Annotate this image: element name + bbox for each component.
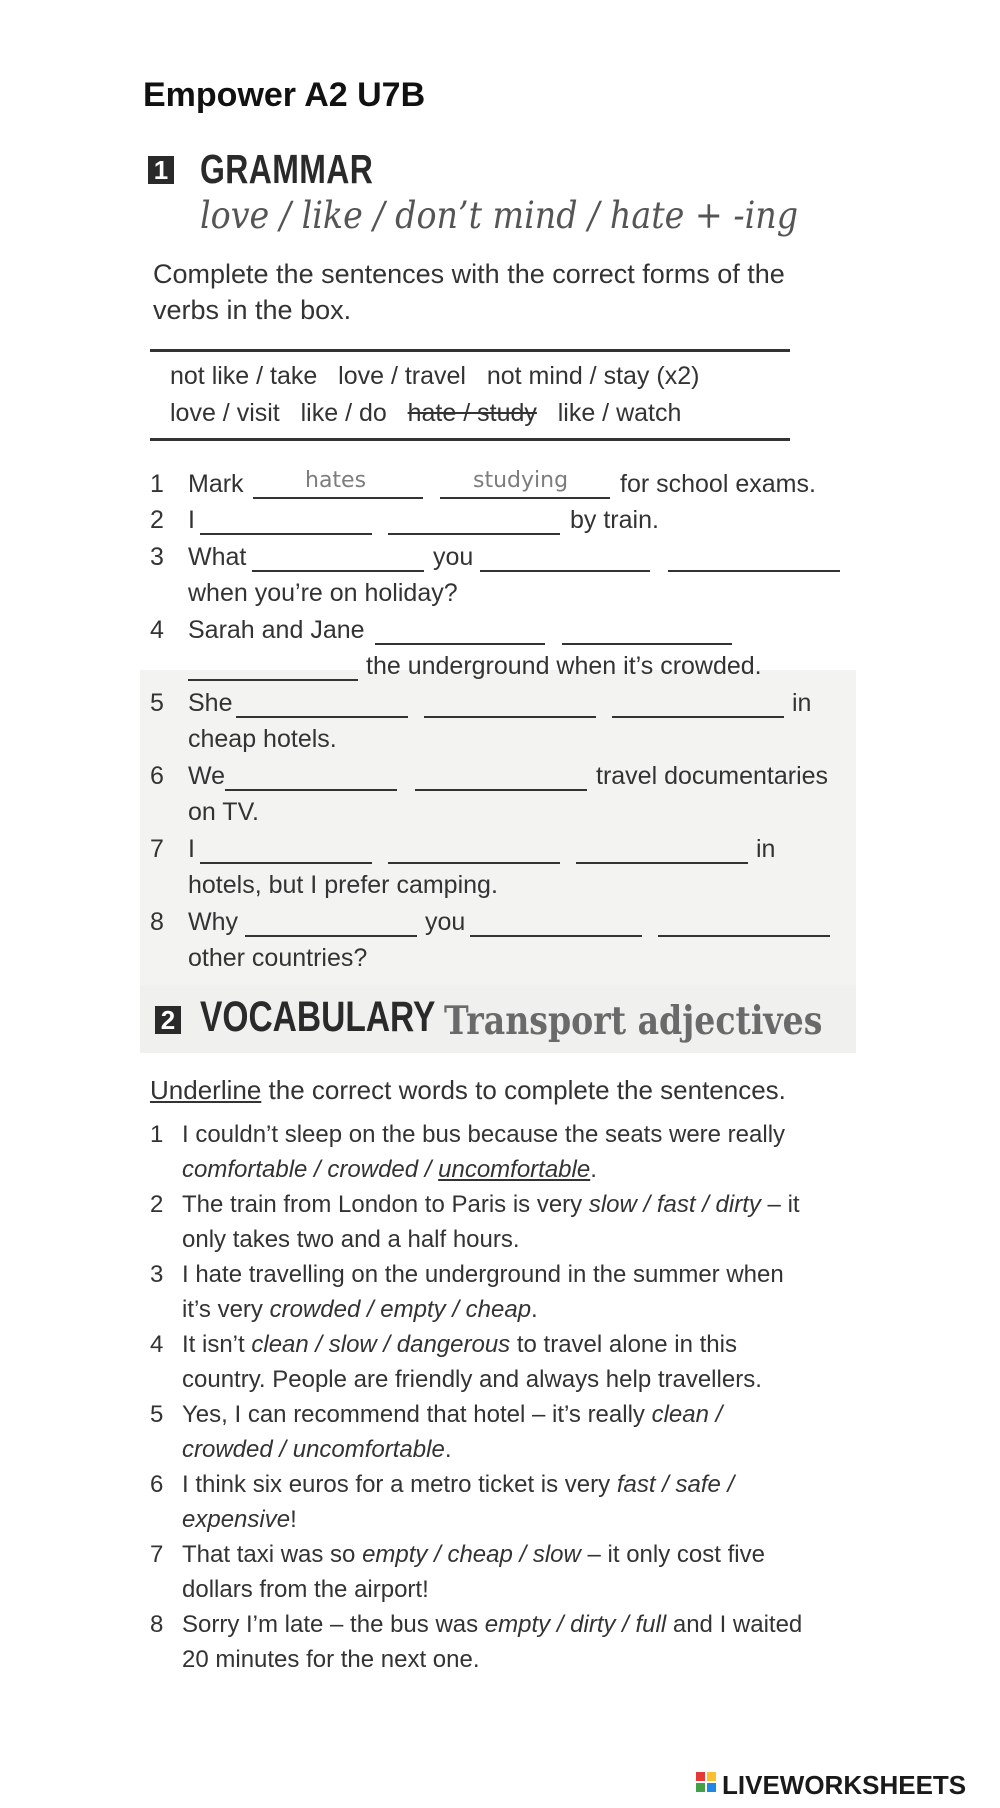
item-text: I hate travelling on the underground in the summer when xyxy=(182,1261,784,1288)
verb-phrase: love / travel xyxy=(338,362,466,390)
answer-blank[interactable] xyxy=(225,789,397,791)
item-text: Mark xyxy=(188,470,244,498)
answer-blank[interactable] xyxy=(236,716,408,718)
item-number: 7 xyxy=(150,835,164,863)
item-text: She xyxy=(188,689,233,717)
item-text xyxy=(182,1292,538,1327)
answer-blank[interactable] xyxy=(562,643,732,645)
vocabulary-heading: VOCABULARY xyxy=(200,993,436,1041)
item-text: country. People are friendly and always help travellers. xyxy=(182,1366,762,1393)
answer-blank[interactable] xyxy=(612,716,784,718)
answer-blank[interactable] xyxy=(576,862,748,864)
item-text: in xyxy=(756,835,776,863)
section-number-grammar: 1 xyxy=(148,156,174,184)
option[interactable]: empty / dirty / full xyxy=(484,1611,667,1638)
item-text-part: – it only cost five xyxy=(580,1541,765,1568)
item-number: 7 xyxy=(150,1541,164,1568)
item-text: by train. xyxy=(570,506,659,534)
item-number: 2 xyxy=(150,1191,164,1218)
grammar-item-3 xyxy=(150,543,850,613)
item-text-part: . xyxy=(531,1296,538,1323)
vocab-item-4 xyxy=(150,1327,850,1397)
item-text: cheap hotels. xyxy=(188,725,337,753)
instruction-text: the correct words to complete the sentences. xyxy=(268,1075,786,1105)
answer-text: hates xyxy=(305,468,367,493)
logo-grid-icon xyxy=(696,1772,718,1798)
page-title: Empower A2 U7B xyxy=(143,76,426,114)
vocab-item-2 xyxy=(150,1187,850,1257)
item-text: Why xyxy=(188,908,238,936)
item-options xyxy=(182,1152,597,1187)
item-number: 3 xyxy=(150,543,164,571)
grammar-subheading: love / like / don’t mind / hate + -ing xyxy=(200,194,799,237)
grammar-item-6 xyxy=(150,762,850,832)
item-text: I xyxy=(188,835,195,863)
item-text: for school exams. xyxy=(620,470,816,498)
item-text: on TV. xyxy=(188,798,259,826)
option-selected[interactable]: uncomfortable xyxy=(438,1156,591,1183)
item-text: you xyxy=(425,908,466,936)
answer-blank[interactable] xyxy=(200,533,372,535)
item-text: I xyxy=(188,506,195,534)
grammar-item-1 xyxy=(150,470,850,504)
option[interactable]: clean / xyxy=(651,1401,723,1428)
vocab-item-1 xyxy=(150,1117,850,1187)
answer-blank[interactable] xyxy=(424,716,596,718)
item-text: travel documentaries xyxy=(596,762,829,790)
verb-box-top-rule xyxy=(150,349,790,352)
item-text: in xyxy=(792,689,812,717)
verb-box-row1 xyxy=(170,362,699,391)
item-text-part: It isn’t xyxy=(182,1331,252,1358)
liveworksheets-logo[interactable] xyxy=(696,1770,966,1801)
item-text-part: . xyxy=(444,1436,452,1463)
item-text-part: I think six euros for a metro ticket is very xyxy=(182,1471,617,1498)
verb-box-bottom-rule xyxy=(150,438,790,441)
item-text: dollars from the airport! xyxy=(182,1576,429,1603)
answer-blank[interactable] xyxy=(415,789,587,791)
verb-phrase: not like / take xyxy=(170,362,318,390)
item-text-part: to travel alone in this xyxy=(510,1331,737,1358)
verb-phrase: not mind / stay (x2) xyxy=(486,362,700,390)
item-text-part: Yes, I can recommend that hotel – it’s really xyxy=(182,1401,652,1428)
grammar-item-7 xyxy=(150,835,850,905)
item-number: 6 xyxy=(150,762,164,790)
verb-phrase: love / visit xyxy=(170,399,280,427)
item-text: the underground when it’s crowded. xyxy=(366,652,762,680)
item-text xyxy=(182,1467,734,1502)
item-text: We xyxy=(188,762,226,790)
answer-blank[interactable] xyxy=(668,570,840,572)
item-text xyxy=(182,1607,802,1642)
answer-blank[interactable] xyxy=(200,862,372,864)
grammar-instruction-line1: Complete the sentences with the correct forms of the xyxy=(153,259,785,289)
option[interactable]: expensive xyxy=(182,1506,291,1533)
section-number-vocabulary: 2 xyxy=(155,1006,181,1034)
vocab-item-6 xyxy=(150,1467,850,1537)
vocab-item-7 xyxy=(150,1537,850,1607)
item-number: 8 xyxy=(150,908,164,936)
logo-text: LIVEWORKSHEETS xyxy=(722,1770,967,1800)
item-text: other countries? xyxy=(188,944,368,972)
item-number: 5 xyxy=(150,1401,164,1428)
item-text xyxy=(182,1502,297,1537)
answer-blank[interactable] xyxy=(658,935,830,937)
item-text: hotels, but I prefer camping. xyxy=(188,871,498,899)
verb-phrase-used: hate / study xyxy=(407,399,537,427)
item-text: you xyxy=(433,543,474,571)
item-number: 1 xyxy=(150,470,164,498)
item-number: 8 xyxy=(150,1611,164,1638)
item-number: 3 xyxy=(150,1261,164,1288)
verb-phrase: like / do xyxy=(300,399,387,427)
answer-blank[interactable] xyxy=(188,679,358,681)
grammar-item-8 xyxy=(150,908,850,978)
item-text xyxy=(182,1432,451,1467)
item-text xyxy=(182,1537,765,1572)
option[interactable]: empty / cheap / slow xyxy=(362,1541,581,1568)
item-number: 6 xyxy=(150,1471,164,1498)
answer-blank[interactable] xyxy=(245,935,417,937)
item-text xyxy=(182,1327,737,1362)
item-number: 2 xyxy=(150,506,164,534)
answer-blank[interactable] xyxy=(470,935,642,937)
answer-blank[interactable] xyxy=(253,497,423,499)
item-text-part: ! xyxy=(290,1506,297,1533)
vocab-item-8 xyxy=(150,1607,850,1677)
answer-blank[interactable] xyxy=(375,643,545,645)
vocabulary-instruction xyxy=(150,1072,786,1108)
vocab-item-5 xyxy=(150,1397,850,1467)
item-text xyxy=(182,1397,722,1432)
item-number: 4 xyxy=(150,616,164,644)
item-text: only takes two and a half hours. xyxy=(182,1226,520,1253)
vocabulary-subheading: Transport adjectives xyxy=(444,998,823,1044)
item-text-part: and I waited xyxy=(666,1611,803,1638)
option[interactable]: clean / slow / dangerous xyxy=(251,1331,511,1358)
verb-box-row2 xyxy=(170,399,681,428)
vocab-item-3 xyxy=(150,1257,850,1327)
option[interactable]: fast / safe / xyxy=(616,1471,735,1498)
item-text: What xyxy=(188,543,247,571)
item-text-part: Sorry I’m late – the bus was xyxy=(182,1611,485,1638)
item-number: 1 xyxy=(150,1121,164,1148)
instruction-keyword: Underline xyxy=(150,1075,262,1105)
item-text: . xyxy=(590,1156,597,1183)
answer-text: studying xyxy=(473,468,569,493)
answer-blank[interactable] xyxy=(480,570,650,572)
item-text-part: The train from London to Paris is very xyxy=(182,1191,589,1218)
grammar-item-4 xyxy=(150,616,850,686)
answer-blank[interactable] xyxy=(388,533,560,535)
option[interactable]: slow / fast / dirty xyxy=(588,1191,761,1218)
grammar-item-5 xyxy=(150,689,850,759)
item-number: 5 xyxy=(150,689,164,717)
grammar-heading: GRAMMAR xyxy=(200,146,374,192)
item-text: when you’re on holiday? xyxy=(188,579,458,607)
grammar-item-2 xyxy=(150,506,850,540)
option[interactable]: crowded / uncomfortable xyxy=(182,1436,445,1463)
item-text: Sarah and Jane xyxy=(188,616,365,644)
grammar-instruction-line2: verbs in the box. xyxy=(153,295,352,325)
item-text: 20 minutes for the next one. xyxy=(182,1646,480,1673)
item-number: 4 xyxy=(150,1331,164,1358)
option[interactable]: crowded / empty / cheap xyxy=(269,1296,532,1323)
item-text-part: That taxi was so xyxy=(182,1541,363,1568)
answer-blank[interactable] xyxy=(440,497,610,499)
answer-blank[interactable] xyxy=(252,570,424,572)
item-text-part: it’s very xyxy=(182,1296,270,1323)
answer-blank[interactable] xyxy=(388,862,560,864)
item-text xyxy=(182,1187,800,1222)
verb-phrase: like / watch xyxy=(557,399,682,427)
option[interactable]: comfortable / crowded / xyxy=(182,1156,439,1183)
item-text-part: – it xyxy=(760,1191,800,1218)
item-text: I couldn’t sleep on the bus because the seats were really xyxy=(182,1121,786,1148)
